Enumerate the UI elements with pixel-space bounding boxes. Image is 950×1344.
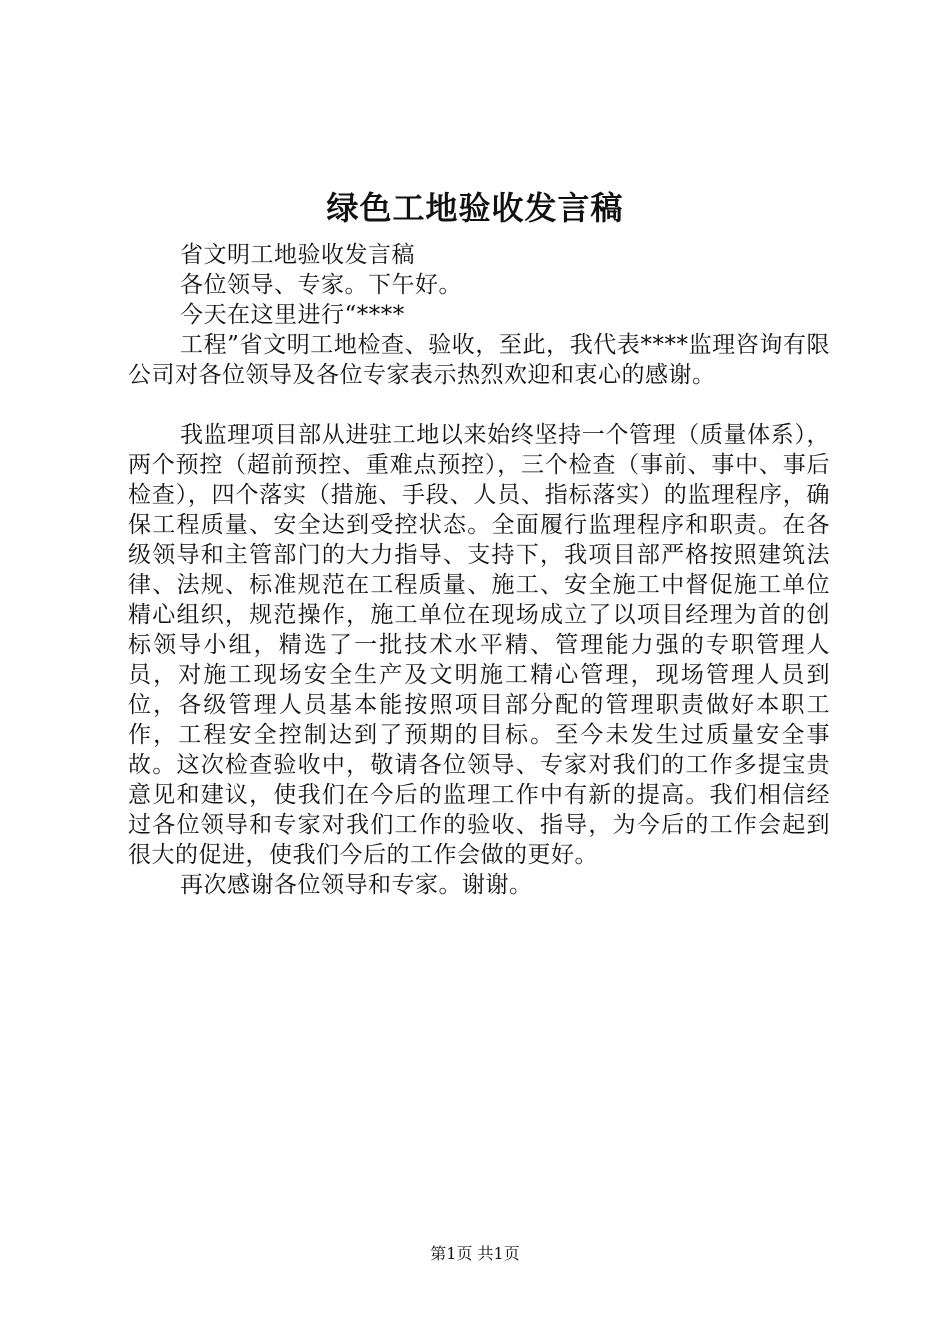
main-paragraph: 我监理项目部从进驻工地以来始终坚持一个管理（质量体系），两个预控（超前预控、重难点预控），三个检查（事前、事中、事后检查），四个落实（措施、手段、人员、指标落实）的监理程序，确保工程质量、安全达到受控状态。全面履行监理程序和职责。在各级领导和主管部门的大力指导、支持下，我项目部严格按照建筑法律、法规、标准规范在工程质量、施工、安全施工中督促施工单位精心组织，规范操作，施工单位在现场成立了以项目经理为首的创标领导小组，精选了一批技术水平精、管理能力强的专职管理人员，对施工现场安全生产及文明施工精心管理，现场管理人员到位，各级管理人员基本能按照项目部分配的管理职责做好本职工作，工程安全控制达到了预期的目标。至今未发生过质量安全事故。这次检查验收中，敬请各位领导、专家对我们的工作多提宝贵意见和建议，使我们在今后的监理工作中有新的提高。我们相信经过各位领导和专家对我们工作的验收、指导，为今后的工作会起到很大的促进，使我们今后的工作会做的更好。 <box>128 422 830 868</box>
document-title: 绿色工地验收发言稿 <box>326 189 624 227</box>
intro-paragraph: 工程”省文明工地检查、验收，至此，我代表****监理咨询有限公司对各位领导及各位专家表示热烈欢迎和衷心的感谢。 <box>128 332 830 388</box>
page-footer: 第1页 共1页 <box>430 1244 520 1263</box>
subtitle-line: 省文明工地验收发言稿 <box>180 242 415 268</box>
greeting-line: 各位领导、专家。下午好。 <box>180 272 462 298</box>
closing-line: 再次感谢各位领导和专家。谢谢。 <box>180 872 533 898</box>
paragraph-spacer <box>128 390 830 420</box>
intro-line: 今天在这里进行“**** <box>180 302 405 328</box>
document-body <box>128 240 830 900</box>
